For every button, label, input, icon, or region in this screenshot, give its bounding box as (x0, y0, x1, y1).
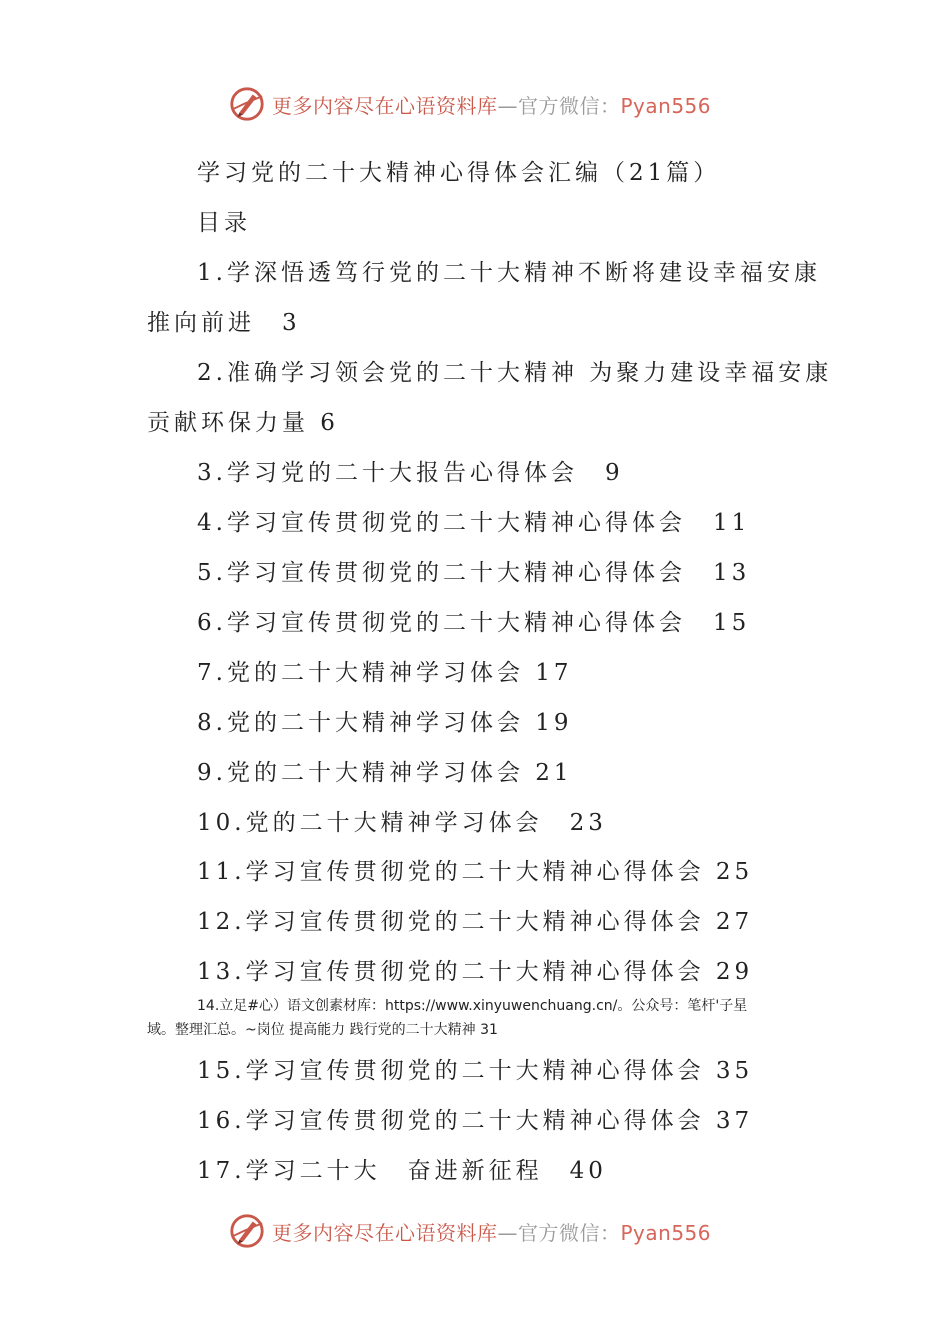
toc-entry-5: 5.学习宣传贯彻党的二十大精神心得体会 13 (197, 560, 751, 586)
pen-logo-icon (228, 1212, 266, 1250)
header-banner (228, 84, 711, 124)
toc-entry-16: 16.学习宣传贯彻党的二十大精神心得体会 37 (197, 1108, 754, 1134)
toc-entry-8: 8.党的二十大精神学习体会 19 (197, 710, 573, 736)
toc-entry-7: 7.党的二十大精神学习体会 17 (197, 660, 573, 686)
toc-entry-15: 15.学习宣传贯彻党的二十大精神心得体会 35 (197, 1058, 754, 1084)
toc-entry-13: 13.学习宣传贯彻党的二十大精神心得体会 29 (197, 959, 754, 985)
toc-heading: 目录 (197, 210, 251, 236)
pen-logo-icon (228, 85, 266, 123)
footer-banner (228, 1211, 711, 1251)
banner-text: 更多内容尽在心语资料库—官方微信：Pyan556 (272, 93, 712, 118)
toc-entry-11: 11.学习宣传贯彻党的二十大精神心得体会 25 (197, 859, 754, 885)
toc-entry-1-line2: 推向前进 3 (147, 310, 301, 336)
toc-entry-9: 9.党的二十大精神学习体会 21 (197, 760, 573, 786)
toc-entry-14-line1: 14.立足#心）语文创素材库：https://www.xinyuwenchuang.cn/。公众号：笔杆'子星 (197, 998, 748, 1014)
toc-entry-10: 10.党的二十大精神学习体会 23 (197, 810, 607, 836)
toc-entry-17: 17.学习二十大 奋进新征程 40 (197, 1158, 607, 1184)
toc-entry-12: 12.学习宣传贯彻党的二十大精神心得体会 27 (197, 909, 754, 935)
banner-text: 更多内容尽在心语资料库—官方微信：Pyan556 (272, 1220, 712, 1245)
toc-entry-4: 4.学习宣传贯彻党的二十大精神心得体会 11 (197, 510, 751, 536)
toc-entry-2-line2: 贡献环保力量 6 (147, 410, 339, 436)
toc-entry-3: 3.学习党的二十大报告心得体会 9 (197, 460, 624, 486)
toc-entry-1-line1: 1.学深悟透笃行党的二十大精神不断将建设幸福安康 (197, 260, 821, 286)
toc-entry-14-line2: 域。整理汇总。~岗位 提高能力 践行党的二十大精神 31 (147, 1022, 498, 1038)
toc-entry-6: 6.学习宣传贯彻党的二十大精神心得体会 15 (197, 610, 751, 636)
document-title: 学习党的二十大精神心得体会汇编（21篇） (197, 160, 721, 186)
toc-entry-2-line1: 2.准确学习领会党的二十大精神 为聚力建设幸福安康 (197, 360, 833, 386)
